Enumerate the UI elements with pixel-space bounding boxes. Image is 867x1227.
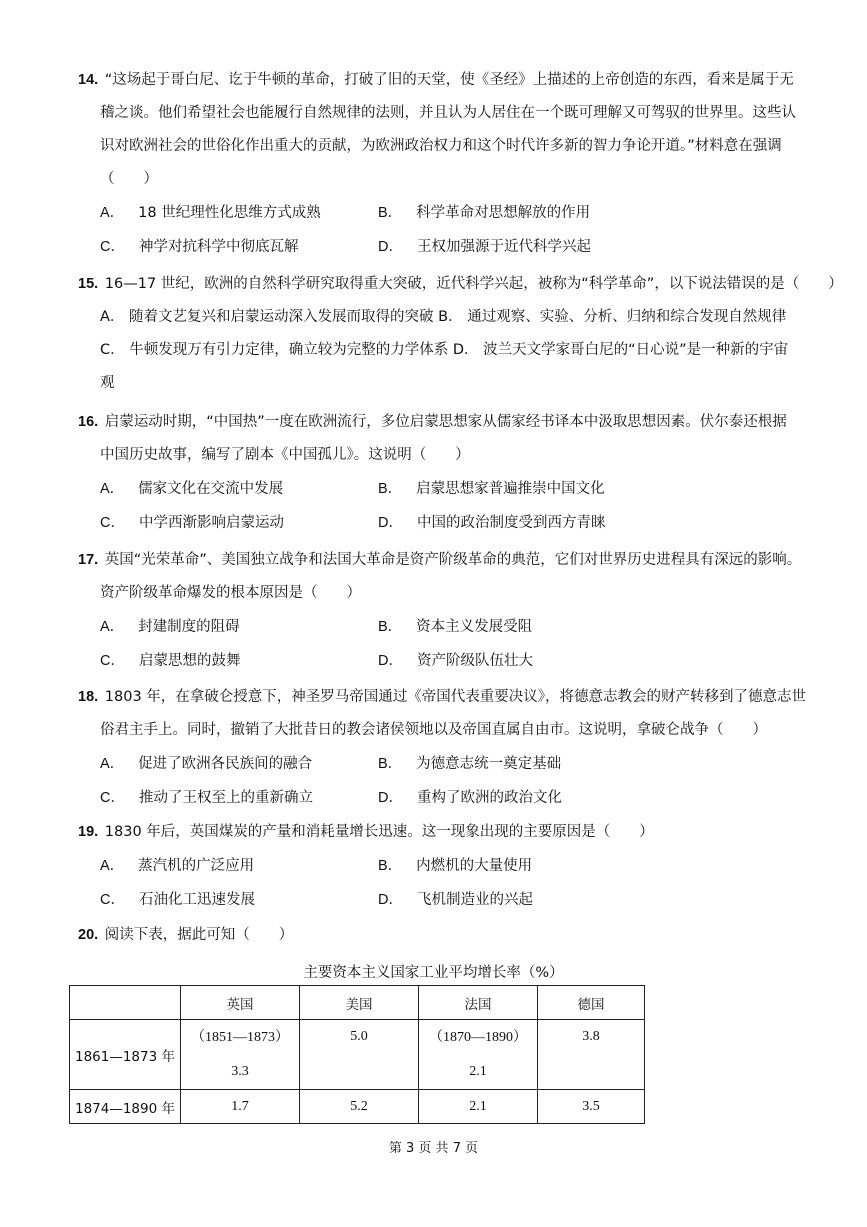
option-d[interactable]: D． 飞机制造业的兴起 <box>378 892 533 908</box>
question-number: 15. <box>78 276 99 292</box>
table-cell: 3.8 <box>538 1020 645 1090</box>
question-text: “这场起于哥白尼、讫于牛顿的革命，打破了旧的天堂，使《圣经》上描述的上帝创造的东西，看来是属于无 <box>104 72 794 88</box>
question-text: 中国历史故事，编写了剧本《中国孤儿》。这说明（ ） <box>100 447 470 463</box>
question-16 <box>78 406 824 540</box>
option-a[interactable]: A． 封建制度的阻碍 <box>100 619 240 635</box>
question-text: 资产阶级革命爆发的根本原因是（ ） <box>100 585 361 601</box>
table-header-cell <box>70 986 181 1020</box>
question-number: 14. <box>78 72 99 88</box>
option-a[interactable]: A． 蒸汽机的广泛应用 <box>100 858 255 874</box>
table-header-row <box>70 986 645 1020</box>
table-cell: 3.5 <box>538 1090 645 1124</box>
question-text: 16—17 世纪，欧洲的自然科学研究取得重大突破，近代科学兴起，被称为“科学革命”，以下说法错误的是（ ） <box>104 276 843 292</box>
option-c[interactable]: C． 神学对抗科学中彻底瓦解 <box>100 239 299 255</box>
table-header-cell: 美国 <box>300 986 419 1020</box>
table-cell: 5.0 <box>300 1020 419 1090</box>
option-b[interactable]: B． 为德意志统一奠定基础 <box>378 756 562 772</box>
question-17 <box>78 544 824 678</box>
table-row <box>70 1090 645 1124</box>
table-title: 主要资本主义国家工业平均增长率（%） <box>303 965 564 981</box>
option-c[interactable]: C． 推动了王权至上的重新确立 <box>100 790 313 806</box>
question-text: 阅读下表，据此可知（ ） <box>104 927 294 943</box>
table-cell: 5.2 <box>300 1090 419 1124</box>
question-19 <box>78 816 824 917</box>
question-number: 16. <box>78 414 99 430</box>
table-row <box>70 1020 645 1090</box>
question-text: 英国“光荣革命”、美国独立战争和法国大革命是资产阶级革命的典范，它们对世界历史进程具有深远的影响。 <box>104 552 802 568</box>
question-number: 17. <box>78 552 99 568</box>
question-text: 俗君主手上。同时，撤销了大批昔日的教会诸侯领地以及帝国直属自由市。这说明，拿破仑战争（ ） <box>100 722 767 738</box>
option-b[interactable]: B． 资本主义发展受阻 <box>378 619 533 635</box>
option-b[interactable]: B． 科学革命对思想解放的作用 <box>378 205 591 221</box>
page-footer: 第 3 页 共 7 页 <box>388 1141 479 1156</box>
option-d[interactable]: D． 重构了欧洲的政治文化 <box>378 790 562 806</box>
growth-rate-table <box>69 985 645 1124</box>
question-15 <box>78 268 843 400</box>
option-c[interactable]: C． 石油化工迅速发展 <box>100 892 255 908</box>
table-cell: 2.1 <box>419 1090 538 1124</box>
question-text: 识对欧洲社会的世俗化作出重大的贡献，为欧洲政治权力和这个时代许多新的智力争论开道。”材料意在强调 <box>100 138 782 154</box>
options-line-ab[interactable]: A． 随着文艺复兴和启蒙运动深入发展而取得的突破 B． 通过观察、实验、分析、归纳和综合发现自然规律 <box>100 309 787 325</box>
question-number: 20. <box>78 927 99 943</box>
option-d[interactable]: D． 王权加强源于近代科学兴起 <box>378 239 591 255</box>
table-cell: 1.7 <box>181 1090 300 1124</box>
question-number: 18. <box>78 689 99 705</box>
table-header-cell: 德国 <box>538 986 645 1020</box>
option-c[interactable]: C． 启蒙思想的鼓舞 <box>100 653 241 669</box>
question-text: 1830 年后，英国煤炭的产量和消耗量增长迅速。这一现象出现的主要原因是（ ） <box>104 824 654 840</box>
option-a[interactable]: A． 18 世纪理性化思维方式成熟 <box>100 205 321 221</box>
table-cell: （1851—1873） 3.3 <box>181 1020 300 1090</box>
table-cell: （1870—1890） 2.1 <box>419 1020 538 1090</box>
question-text: 1803 年，在拿破仑授意下，神圣罗马帝国通过《帝国代表重要决议》，将德意志教会的财产转移到了德意志世 <box>104 689 807 705</box>
option-b[interactable]: B． 启蒙思想家普遍推崇中国文化 <box>378 481 605 497</box>
question-text: 稽之谈。他们希望社会也能履行自然规律的法则，并且认为人居住在一个既可理解又可驾驭的世界里。这些认 <box>100 105 796 121</box>
question-14 <box>78 64 824 264</box>
option-a[interactable]: A． 促进了欧洲各民族间的融合 <box>100 756 313 772</box>
options-line-cd[interactable]: C． 牛顿发现万有引力定律，确立较为完整的力学体系 D． 波兰天文学家哥白尼的“日心说”是一种新的宇宙 <box>100 342 789 358</box>
table-header-cell: 英国 <box>181 986 300 1020</box>
answer-bracket: （ ） <box>100 171 158 187</box>
row-label: 1861—1873 年 <box>70 1020 181 1090</box>
question-18 <box>78 681 824 815</box>
option-d[interactable]: D． 中国的政治制度受到西方青睐 <box>378 515 606 531</box>
question-number: 19. <box>78 824 99 840</box>
row-label: 1874—1890 年 <box>70 1090 181 1124</box>
question-20 <box>78 919 824 952</box>
option-b[interactable]: B． 内燃机的大量使用 <box>378 858 533 874</box>
question-text: 启蒙运动时期，“中国热”一度在欧洲流行，多位启蒙思想家从儒家经书译本中汲取思想因素。伏尔泰还根据 <box>104 414 787 430</box>
option-d[interactable]: D． 资产阶级队伍壮大 <box>378 653 533 669</box>
option-a[interactable]: A． 儒家文化在交流中发展 <box>100 481 284 497</box>
option-c[interactable]: C． 中学西渐影响启蒙运动 <box>100 515 284 531</box>
table-header-cell: 法国 <box>419 986 538 1020</box>
option-d-continued: 观 <box>100 375 115 391</box>
